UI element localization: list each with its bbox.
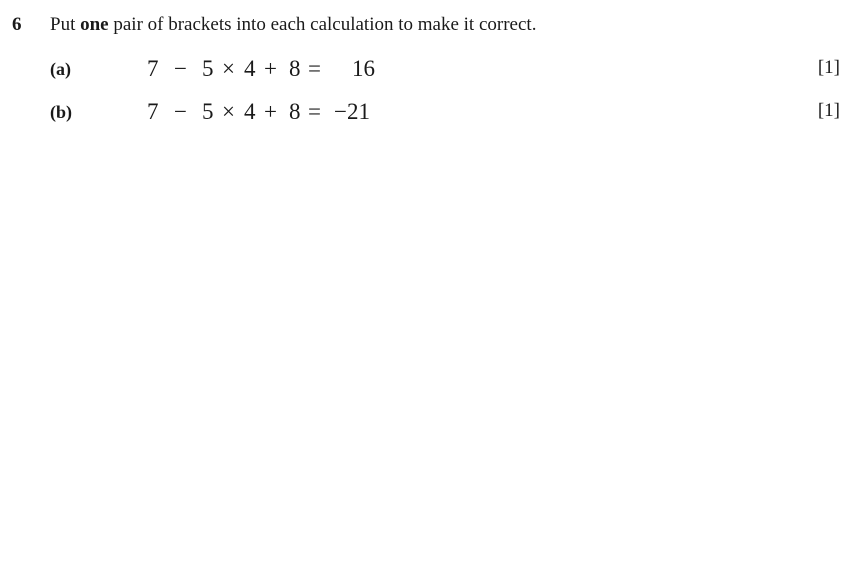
part-a-marks: [1] [817,57,840,78]
part-a-result: 16 [352,56,375,81]
part-a-times-sign: × [222,56,235,81]
part-b-times-sign: × [222,99,235,124]
part-a [0,54,853,84]
question-number: 6 [12,14,22,35]
part-b-term-4: 4 [244,99,256,124]
question-text-emphasis: one [80,14,109,35]
question-text-start: Put [50,14,81,35]
part-b-minus-sign: − [174,99,187,124]
part-a-label: (a) [50,59,71,79]
part-a-equals-sign: = [308,56,321,81]
question-text [50,14,536,36]
part-a-term-5: 5 [202,56,214,81]
part-a-term-8: 8 [289,56,301,81]
part-a-plus-sign: + [264,56,277,81]
part-a-minus-sign: − [174,56,187,81]
part-b [0,97,853,127]
part-b-label: (b) [50,102,72,122]
question-text-end: pair of brackets into each calculation to make it correct. [108,14,537,35]
part-b-equals-sign: = [308,99,321,124]
part-b-term-8: 8 [289,99,301,124]
part-a-term-7: 7 [147,56,159,81]
part-b-plus-sign: + [264,99,277,124]
part-b-term-5: 5 [202,99,214,124]
part-a-term-4: 4 [244,56,256,81]
part-b-result: −21 [334,99,370,124]
part-b-term-7: 7 [147,99,159,124]
part-b-marks: [1] [817,100,840,121]
